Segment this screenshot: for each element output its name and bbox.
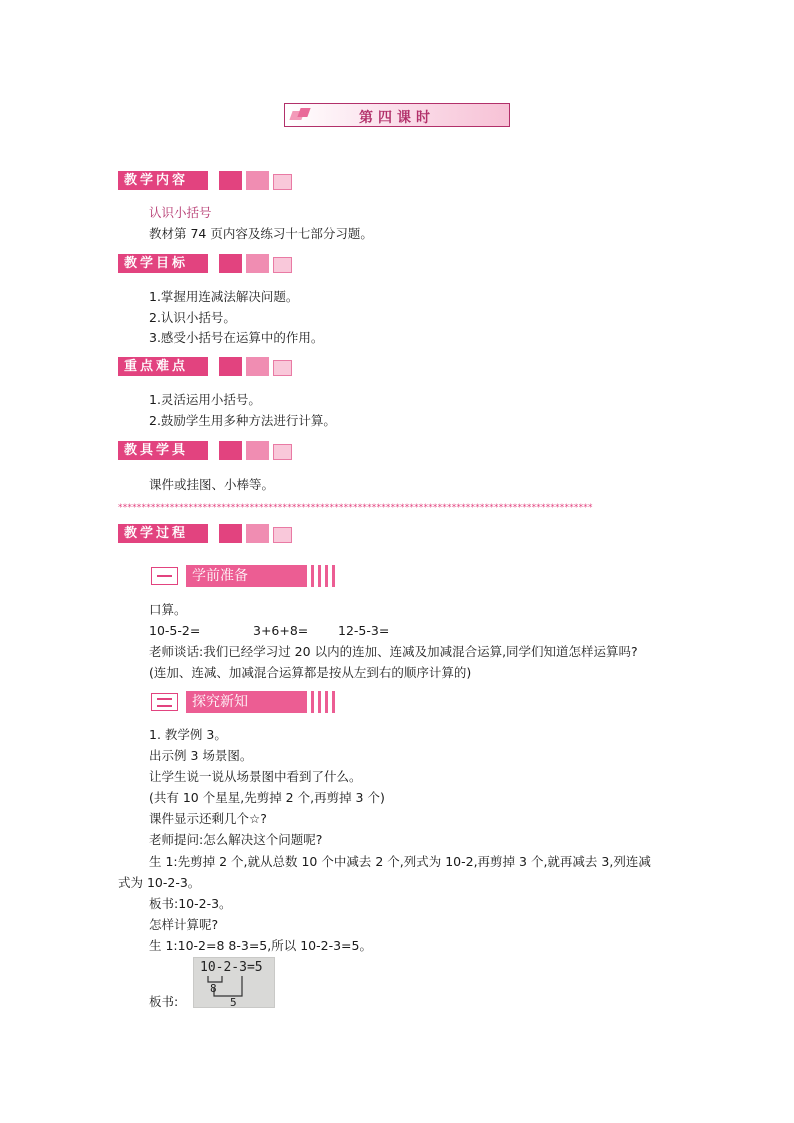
example-line: 出示例 3 场景图。 bbox=[149, 748, 253, 763]
section-decor-square bbox=[246, 254, 269, 273]
example-line: 让学生说一说从场景图中看到了什么。 bbox=[149, 769, 362, 784]
key-item: 1.灵活运用小括号。 bbox=[149, 392, 261, 407]
section-decor-square bbox=[273, 174, 292, 190]
part-number-two bbox=[151, 693, 178, 711]
student-answer-cont: 式为 10-2-3。 bbox=[118, 875, 201, 890]
example-line: 1. 教学例 3。 bbox=[149, 727, 227, 742]
oral-calc-heading: 口算。 bbox=[149, 602, 187, 617]
goal-item: 2.认识小括号。 bbox=[149, 310, 236, 325]
numeral-stroke bbox=[157, 705, 172, 707]
section-header-goals: 教学目标 bbox=[118, 254, 208, 273]
section-decor-square bbox=[273, 444, 292, 460]
section-header-tools: 教具学具 bbox=[118, 441, 208, 460]
calc-item: 10-5-2= bbox=[149, 623, 201, 638]
banner-stripe bbox=[311, 565, 314, 587]
calc-item: 12-5-3= bbox=[338, 623, 390, 638]
example-line: 课件显示还剩几个☆? bbox=[149, 811, 267, 826]
part1-banner: 学前准备 bbox=[186, 565, 307, 587]
lesson-title-banner bbox=[284, 103, 510, 127]
section-decor-square bbox=[246, 441, 269, 460]
banner-stripe bbox=[311, 691, 314, 713]
teacher-talk: 老师谈话:我们已经学习过 20 以内的连加、连减及加减混合运算,同学们知道怎样运算吗? bbox=[149, 644, 638, 659]
question-line: 怎样计算呢? bbox=[149, 917, 219, 932]
section-decor-square bbox=[273, 527, 292, 543]
section-decor-square bbox=[246, 357, 269, 376]
banner-stripe bbox=[332, 691, 335, 713]
board-label: 板书: bbox=[149, 994, 179, 1009]
example-line: (共有 10 个星星,先剪掉 2 个,再剪掉 3 个) bbox=[149, 790, 385, 805]
banner-stripe bbox=[318, 565, 321, 587]
student-answer: 生 1:先剪掉 2 个,就从总数 10 个中减去 2 个,列式为 10-2,再剪掉 3 个,就再减去 3,列连减 bbox=[149, 854, 651, 869]
section-decor-square bbox=[273, 360, 292, 376]
handwritten-expression: 10-2-3=5 bbox=[200, 960, 263, 975]
section-decor-square bbox=[219, 254, 242, 273]
part2-banner: 探究新知 bbox=[186, 691, 307, 713]
section-decor-square bbox=[219, 357, 242, 376]
banner-stripe bbox=[325, 565, 328, 587]
section-header-process: 教学过程 bbox=[118, 524, 208, 543]
banner-stripe bbox=[332, 565, 335, 587]
section-header-content: 教学内容 bbox=[118, 171, 208, 190]
section-decor-square bbox=[273, 257, 292, 273]
key-item: 2.鼓励学生用多种方法进行计算。 bbox=[149, 413, 336, 428]
section-decor-square bbox=[246, 524, 269, 543]
section-decor-square bbox=[219, 524, 242, 543]
calc-item: 3+6+8= bbox=[253, 623, 309, 638]
section-decor-square bbox=[246, 171, 269, 190]
star-divider: ***************************************************************************************************** bbox=[118, 503, 593, 513]
lesson-title: 第四课时 bbox=[359, 110, 435, 126]
banner-stripe bbox=[318, 691, 321, 713]
numeral-stroke bbox=[157, 698, 172, 700]
goal-item: 1.掌握用连减法解决问题。 bbox=[149, 289, 299, 304]
handwritten-result: 5 bbox=[230, 996, 237, 1009]
board-handwriting-photo bbox=[193, 957, 275, 1008]
section-decor-square bbox=[219, 441, 242, 460]
numeral-stroke bbox=[157, 575, 172, 577]
content-line: 教材第 74 页内容及练习十七部分习题。 bbox=[149, 226, 373, 241]
part-number-one bbox=[151, 567, 178, 585]
goal-item: 3.感受小括号在运算中的作用。 bbox=[149, 330, 324, 345]
student-answer-2: 生 1:10-2=8 8-3=5,所以 10-2-3=5。 bbox=[149, 938, 372, 953]
board-note: 板书:10-2-3。 bbox=[149, 896, 232, 911]
answer-note: (连加、连减、加减混合运算都是按从左到右的顺序计算的) bbox=[149, 665, 472, 680]
section-header-key-points: 重点难点 bbox=[118, 357, 208, 376]
banner-stripe bbox=[325, 691, 328, 713]
handwritten-mid: 8 bbox=[210, 982, 217, 995]
section-decor-square bbox=[219, 171, 242, 190]
content-subtitle: 认识小括号 bbox=[149, 205, 212, 220]
tools-line: 课件或挂图、小棒等。 bbox=[149, 477, 275, 492]
example-line: 老师提问:怎么解决这个问题呢? bbox=[149, 832, 323, 847]
